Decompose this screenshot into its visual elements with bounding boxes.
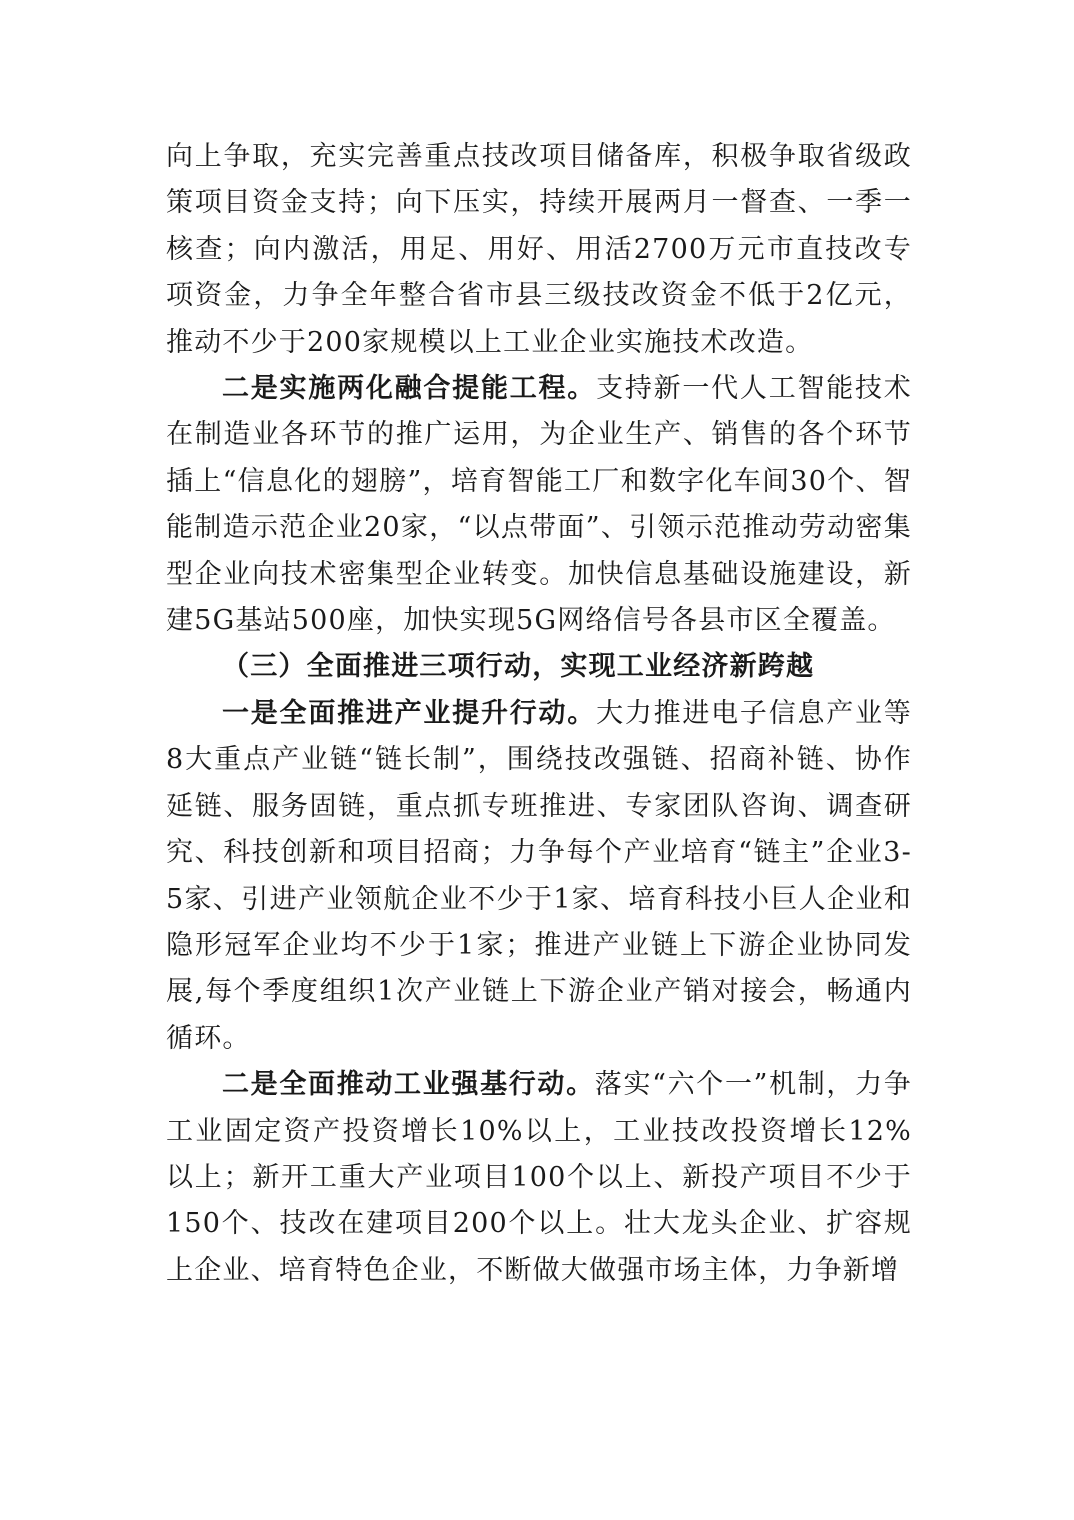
paragraph-industry-upgrade (166, 691, 912, 1062)
document-page (166, 134, 912, 1294)
section-heading: （三）全面推进三项行动，实现工业经济新跨越 (222, 651, 815, 683)
paragraph-lead: 二是全面推动工业强基行动。 (222, 1069, 595, 1101)
paragraph-text: 大力推进电子信息产业等8大重点产业链“链长制”，围绕技改强链、招商补链、协作延链、服务固链，重点抓专班推进、专家团队咨询、调查研究、科技创新和项目招商；力争每个产业培育“链主”企业3-5家、引进产业领航企业不少于1家、培育科技小巨人企业和隐形冠军企业均不少于1家；推进产业链上下游企业协同发展,每个季度组织1次产业链上下游企业产销对接会，畅通内循环。 (166, 697, 912, 1054)
paragraph-informatization-project (166, 366, 912, 644)
paragraph-lead: 二是实施两化融合提能工程。 (222, 373, 597, 405)
paragraph-industrial-foundation (166, 1062, 912, 1294)
paragraph-lead: 一是全面推进产业提升行动。 (222, 697, 597, 729)
paragraph-text: 支持新一代人工智能技术在制造业各环节的推广运用，为企业生产、销售的各个环节插上“信息化的翅膀”，培育智能工厂和数字化车间30个、智能制造示范企业20家，“以点带面”、引领示范推动劳动密集型企业向技术密集型企业转变。加快信息基础设施建设，新建5G基站500座，加快实现5G网络信号各县市区全覆盖。 (166, 373, 912, 637)
paragraph-text: 向上争取，充实完善重点技改项目储备库，积极争取省级政策项目资金支持；向下压实，持续开展两月一督查、一季一核查；向内激活，用足、用好、用活2700万元市直技改专项资金，力争全年整合省市县三级技改资金不低于2亿元，推动不少于200家规模以上工业企业实施技术改造。 (166, 141, 912, 358)
paragraph-technical-renovation-funding (166, 134, 912, 366)
paragraph-text: 落实“六个一”机制，力争工业固定资产投资增长10%以上，工业技改投资增长12%以上；新开工重大产业项目100个以上、新投产项目不少于150个、技改在建项目200个以上。壮大龙头企业、扩容规上企业、培育特色企业，不断做大做强市场主体，力争新增 (166, 1069, 912, 1286)
